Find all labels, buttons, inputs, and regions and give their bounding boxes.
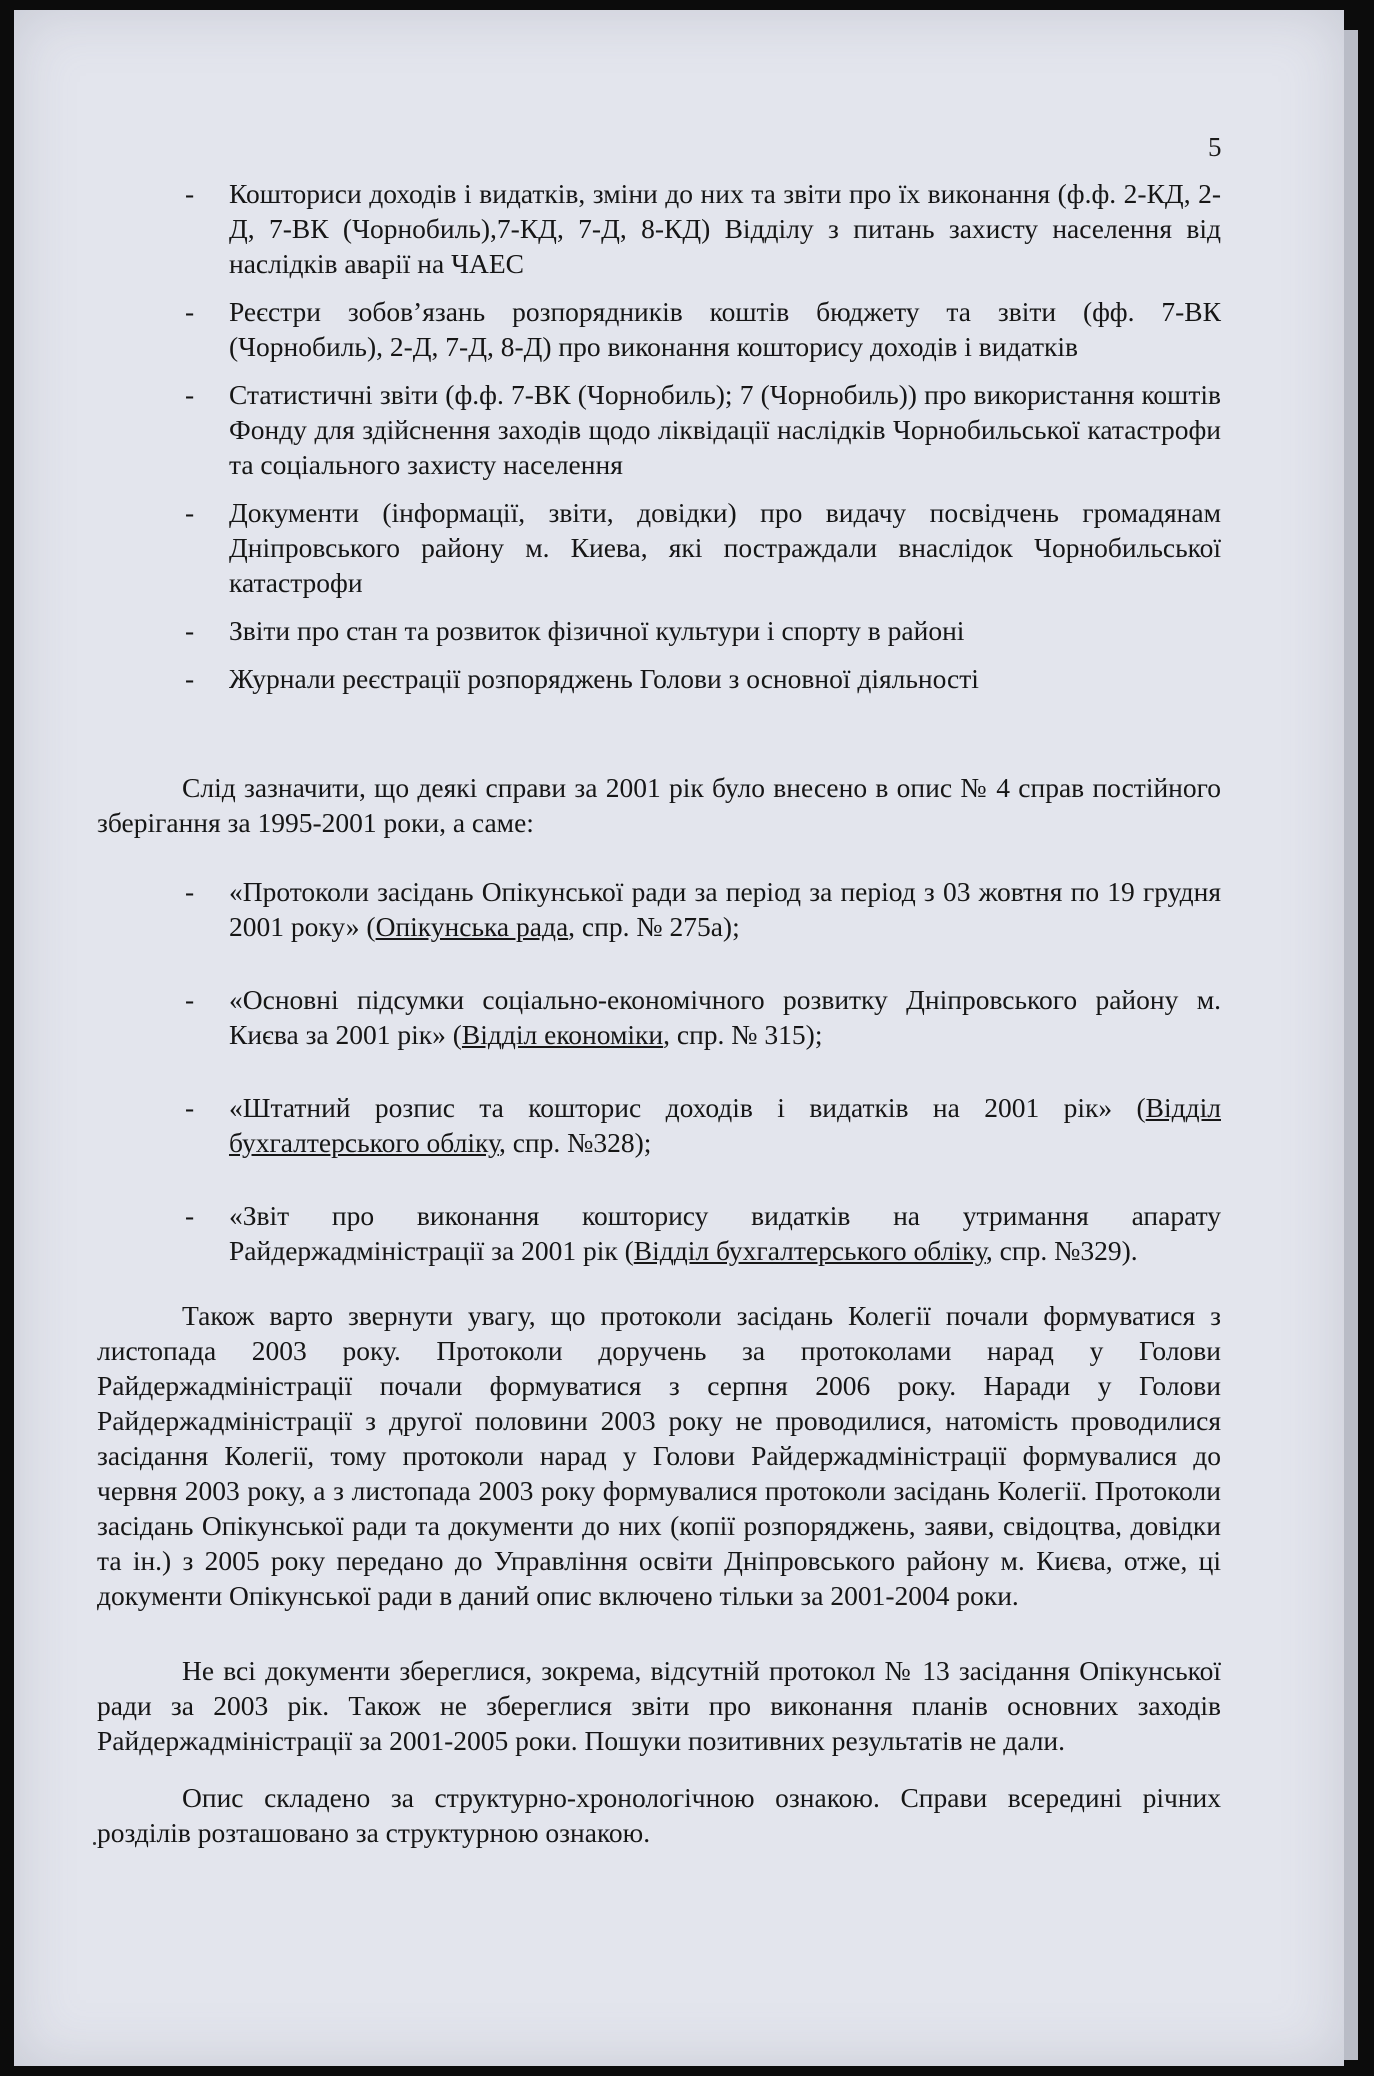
list-item-text: , спр. №328); [498,1127,652,1158]
list-item [97,495,1221,600]
list-item [97,1090,1221,1160]
list-item-text: Журнали реєстрації розпоряджень Голови з основної діяльності [229,663,979,694]
department-link: Опікунська рада [375,911,569,942]
department-link: Відділ економіки [461,1019,664,1050]
list-bullet: - [185,876,195,907]
paragraph-intro: Слід зазначити, що деякі справи за 2001 рік було внесено в опис № 4 справ постійного зберігання за 1995-2001 роки, а саме: [97,772,1221,838]
list-item [97,613,1221,648]
scan-speck [93,1842,96,1845]
list-item [97,874,1221,944]
page-number: 5 [1208,132,1222,162]
list-bullet: - [185,178,195,209]
list-item [97,176,1221,281]
list-item [97,661,1221,696]
list-item [97,982,1221,1052]
list-bullet: - [185,615,195,646]
list-item-text: «Основні підсумки соціально-економічного розвитку Дніпровського району м. Києва за 2001 рік» ( [229,984,1221,1050]
paragraph-collegium: Також варто звернути увагу, що протоколи засідань Колегії почали формуватися з листопада 2003 року. Протоколи доручень за протоколами нарад у Голови Райдержадміністрації почали формуватися з серпня 2006 року. Наради у Голови Райдержадміністрації з другої половини 2003 року не проводилися, натомість проводилися засідання Колегії, тому протоколи нарад у Голови Райдержадміністрації формувалися до червня 2003 року, а з листопада 2003 року формувалися протоколи засідань Колегії. Протоколи засідань Опікунської ради та документи до них (копії розпоряджень, заяви, свідоцтва, довідки та ін.) з 2005 року передано до Управління освіти Дніпровського району м. Києва, отже, ці документи Опікунської ради в даний опис включено тільки за 2001-2004 роки. [97,1300,1221,1611]
list-item-text: Кошториси доходів і видатків, зміни до них та звіти про їх виконання (ф.ф. 2-КД, 2-Д, 7-ВК (Чорнобиль),7-КД, 7-Д, 8-КД) Відділу з питань захисту населення від наслідків аварії на ЧАЕС [229,178,1221,279]
list-item [97,1198,1221,1268]
list-bullet: - [185,296,195,327]
list-item-text: , спр. № 315); [663,1019,823,1050]
list-item-text: Документи (інформації, звіти, довідки) про видачу посвідчень громадянам Дніпровського району м. Киева, які постраждали внаслідок Чорнобильської катастрофи [229,497,1221,598]
department-link: Відділ бухгалтерського обліку [633,1235,986,1266]
list-item-text: «Звіт про виконання кошторису видатків на утримання апарату Райдержадміністрації за 2001 рік ( [229,1200,1221,1266]
list-bullet: - [185,1200,195,1231]
list-item-text: «Штатний розпис та кошторис доходів і видатків на 2001 рік» ( [229,1092,1146,1123]
list-item [97,377,1221,482]
list-bullet: - [185,497,195,528]
page-edge [1344,30,1358,2060]
department-link: Відділ бухгалтерського обліку [229,1092,1221,1158]
list-bullet: - [185,1092,195,1123]
list-item-text: , спр. № 275а); [568,911,740,942]
list-item [97,294,1221,364]
document-body [97,176,1221,1850]
paragraph-missing-docs: Не всі документи збереглися, зокрема, відсутній протокол № 13 засідання Опікунської ради за 2003 рік. Також не збереглися звіти про виконання планів основних заходів Райдержадміністрації за 2001-2005 роки. Пошуки позитивних результатів не дали. [97,1655,1221,1756]
cases-list [97,874,1221,1268]
records-list [97,176,1221,696]
list-item-text: Звіти про стан та розвиток фізичної культури і спорту в районі [229,615,965,646]
list-item-text: Реєстри зобов’язань розпорядників коштів бюджету та звіти (фф. 7-ВК (Чорнобиль), 2-Д, 7-Д, 8-Д) про виконання кошторису доходів і видатків [229,296,1221,362]
list-bullet: - [185,663,195,694]
paragraph-structure: Опис складено за структурно-хронологічною ознакою. Справи всередині річних розділів розташовано за структурною ознакою. [97,1782,1221,1848]
list-bullet: - [185,379,195,410]
list-bullet: - [185,984,195,1015]
list-item-text: «Протоколи засідань Опікунської ради за період за період з 03 жовтня по 19 грудня 2001 року» ( [229,876,1221,942]
list-item-text: , спр. №329). [985,1235,1138,1266]
list-item-text: Статистичні звіти (ф.ф. 7-ВК (Чорнобиль); 7 (Чорнобиль)) про використання коштів Фонду для здійснення заходів щодо ліквідації наслідків Чорнобильської катастрофи та соціального захисту населення [229,379,1221,480]
